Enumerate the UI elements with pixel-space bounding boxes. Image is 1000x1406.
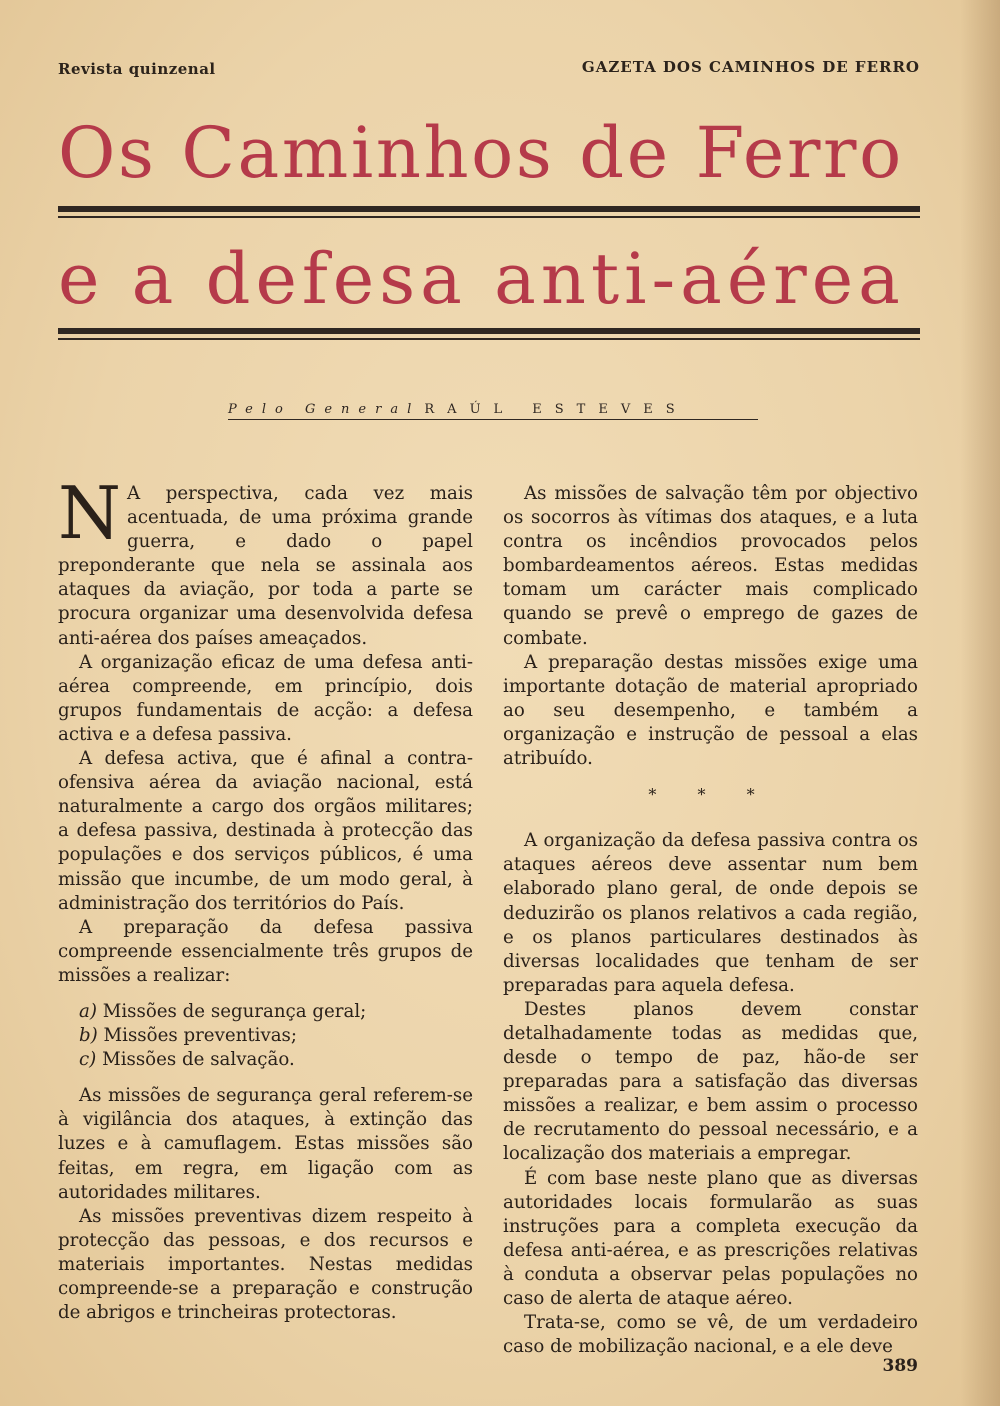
- article-paragraph: Trata-se, como se vê, de um verdadeiro caso de mobilização nacional, e a ele deve: [503, 1312, 918, 1358]
- title-rule-bottom: [58, 328, 920, 340]
- magazine-name: GAZETA DOS CAMINHOS DE FERRO: [581, 58, 920, 76]
- title-rule-top: [58, 206, 920, 218]
- page-edge-shadow: [960, 0, 1000, 1406]
- byline-prefix: Pelo General: [228, 402, 421, 417]
- byline-author: RAÚL ESTEVES: [424, 402, 688, 417]
- article-column-right: [503, 482, 918, 1359]
- list-item: a) Missões de segurança geral;: [79, 1000, 367, 1022]
- article-paragraph: As missões preventivas dizem respeito à protecção das pessoas, e dos recursos e materiais importantes. Nestas medidas compreende-se a preparação e construção de abrigos e trincheiras protectoras.: [58, 1205, 473, 1324]
- article-paragraph: A preparação da defesa passiva compreende essencialmente três grupos de missões a realizar:: [58, 916, 473, 986]
- article-column-left: [58, 471, 473, 1325]
- section-separator: * * *: [648, 785, 773, 805]
- byline: [228, 402, 758, 420]
- article-paragraph: Destes planos devem constar detalhadamente todas as medidas que, desde o tempo de paz, hão-de ser preparadas para a satisfação das diversas missões a realizar, e bem assim o processo de recrutamento do pessoal necessário, e a localização dos materiais a empregar.: [503, 998, 918, 1165]
- list-item: c) Missões de salvação.: [79, 1049, 295, 1071]
- drop-cap: N: [58, 471, 121, 555]
- article-paragraph: A organização eficaz de uma defesa anti-aérea compreende, em princípio, dois grupos fundamentais de acção: a defesa activa e a defesa passiva.: [58, 651, 473, 745]
- article-title-line-1: Os Caminhos de Ferro: [58, 112, 904, 194]
- article-paragraph: A defesa activa, que é afinal a contra-ofensiva aérea da aviação nacional, está naturalmente a cargo dos orgãos militares; a defesa passiva, destinada à protecção das populações e dos serviços públicos, é uma missão que incumbe, de um modo geral, à administração dos territórios do País.: [58, 748, 473, 914]
- missions-list: [58, 1000, 473, 1072]
- article-title-line-2: e a defesa anti-aérea: [58, 238, 905, 320]
- article-paragraph: As missões de salvação têm por objectivo os socorros às vítimas dos ataques, e a luta contra os incêndios provocados pelos bombardeamentos aéreos. Estas medidas tomam um carácter mais complicado quando se prevê o emprego de gazes de combate.: [503, 483, 918, 649]
- article-paragraph: A organização da defesa passiva contra os ataques aéreos deve assentar num bem elaborado plano geral, de onde depois se deduzirão os planos relativos a cada região, e os planos particulares destinados às diversas localidades que tenham de ser preparadas para aquela defesa.: [503, 830, 918, 996]
- article-paragraph: As missões de segurança geral referem-se à vigilância dos ataques, à extinção das luzes e à camuflagem. Estas missões são feitas, em regra, em ligação com as autoridades militares.: [58, 1085, 473, 1203]
- list-item: b) Missões preventivas;: [79, 1025, 298, 1047]
- magazine-frequency: Revista quinzenal: [58, 60, 216, 78]
- article-paragraph: N A perspectiva, cada vez mais acentuada, de uma próxima grande guerra, e dado o papel preponderante que nela se assinala aos ataques da aviação, por toda a parte se procura organizar uma desenvolvida defesa anti-aérea dos países ameaçados.: [58, 471, 473, 649]
- article-paragraph: A preparação destas missões exige uma importante dotação de material apropriado ao seu desempenho, e também a organização e instrução de pessoal a elas atribuído.: [503, 651, 918, 770]
- article-paragraph: É com base neste plano que as diversas autoridades locais formularão as suas instruções para a completa execução da defesa anti-aérea, e as prescrições relativas à conduta a observar pelas populações no caso de alerta de ataque aéreo.: [503, 1167, 918, 1309]
- page-number: 389: [882, 1356, 918, 1376]
